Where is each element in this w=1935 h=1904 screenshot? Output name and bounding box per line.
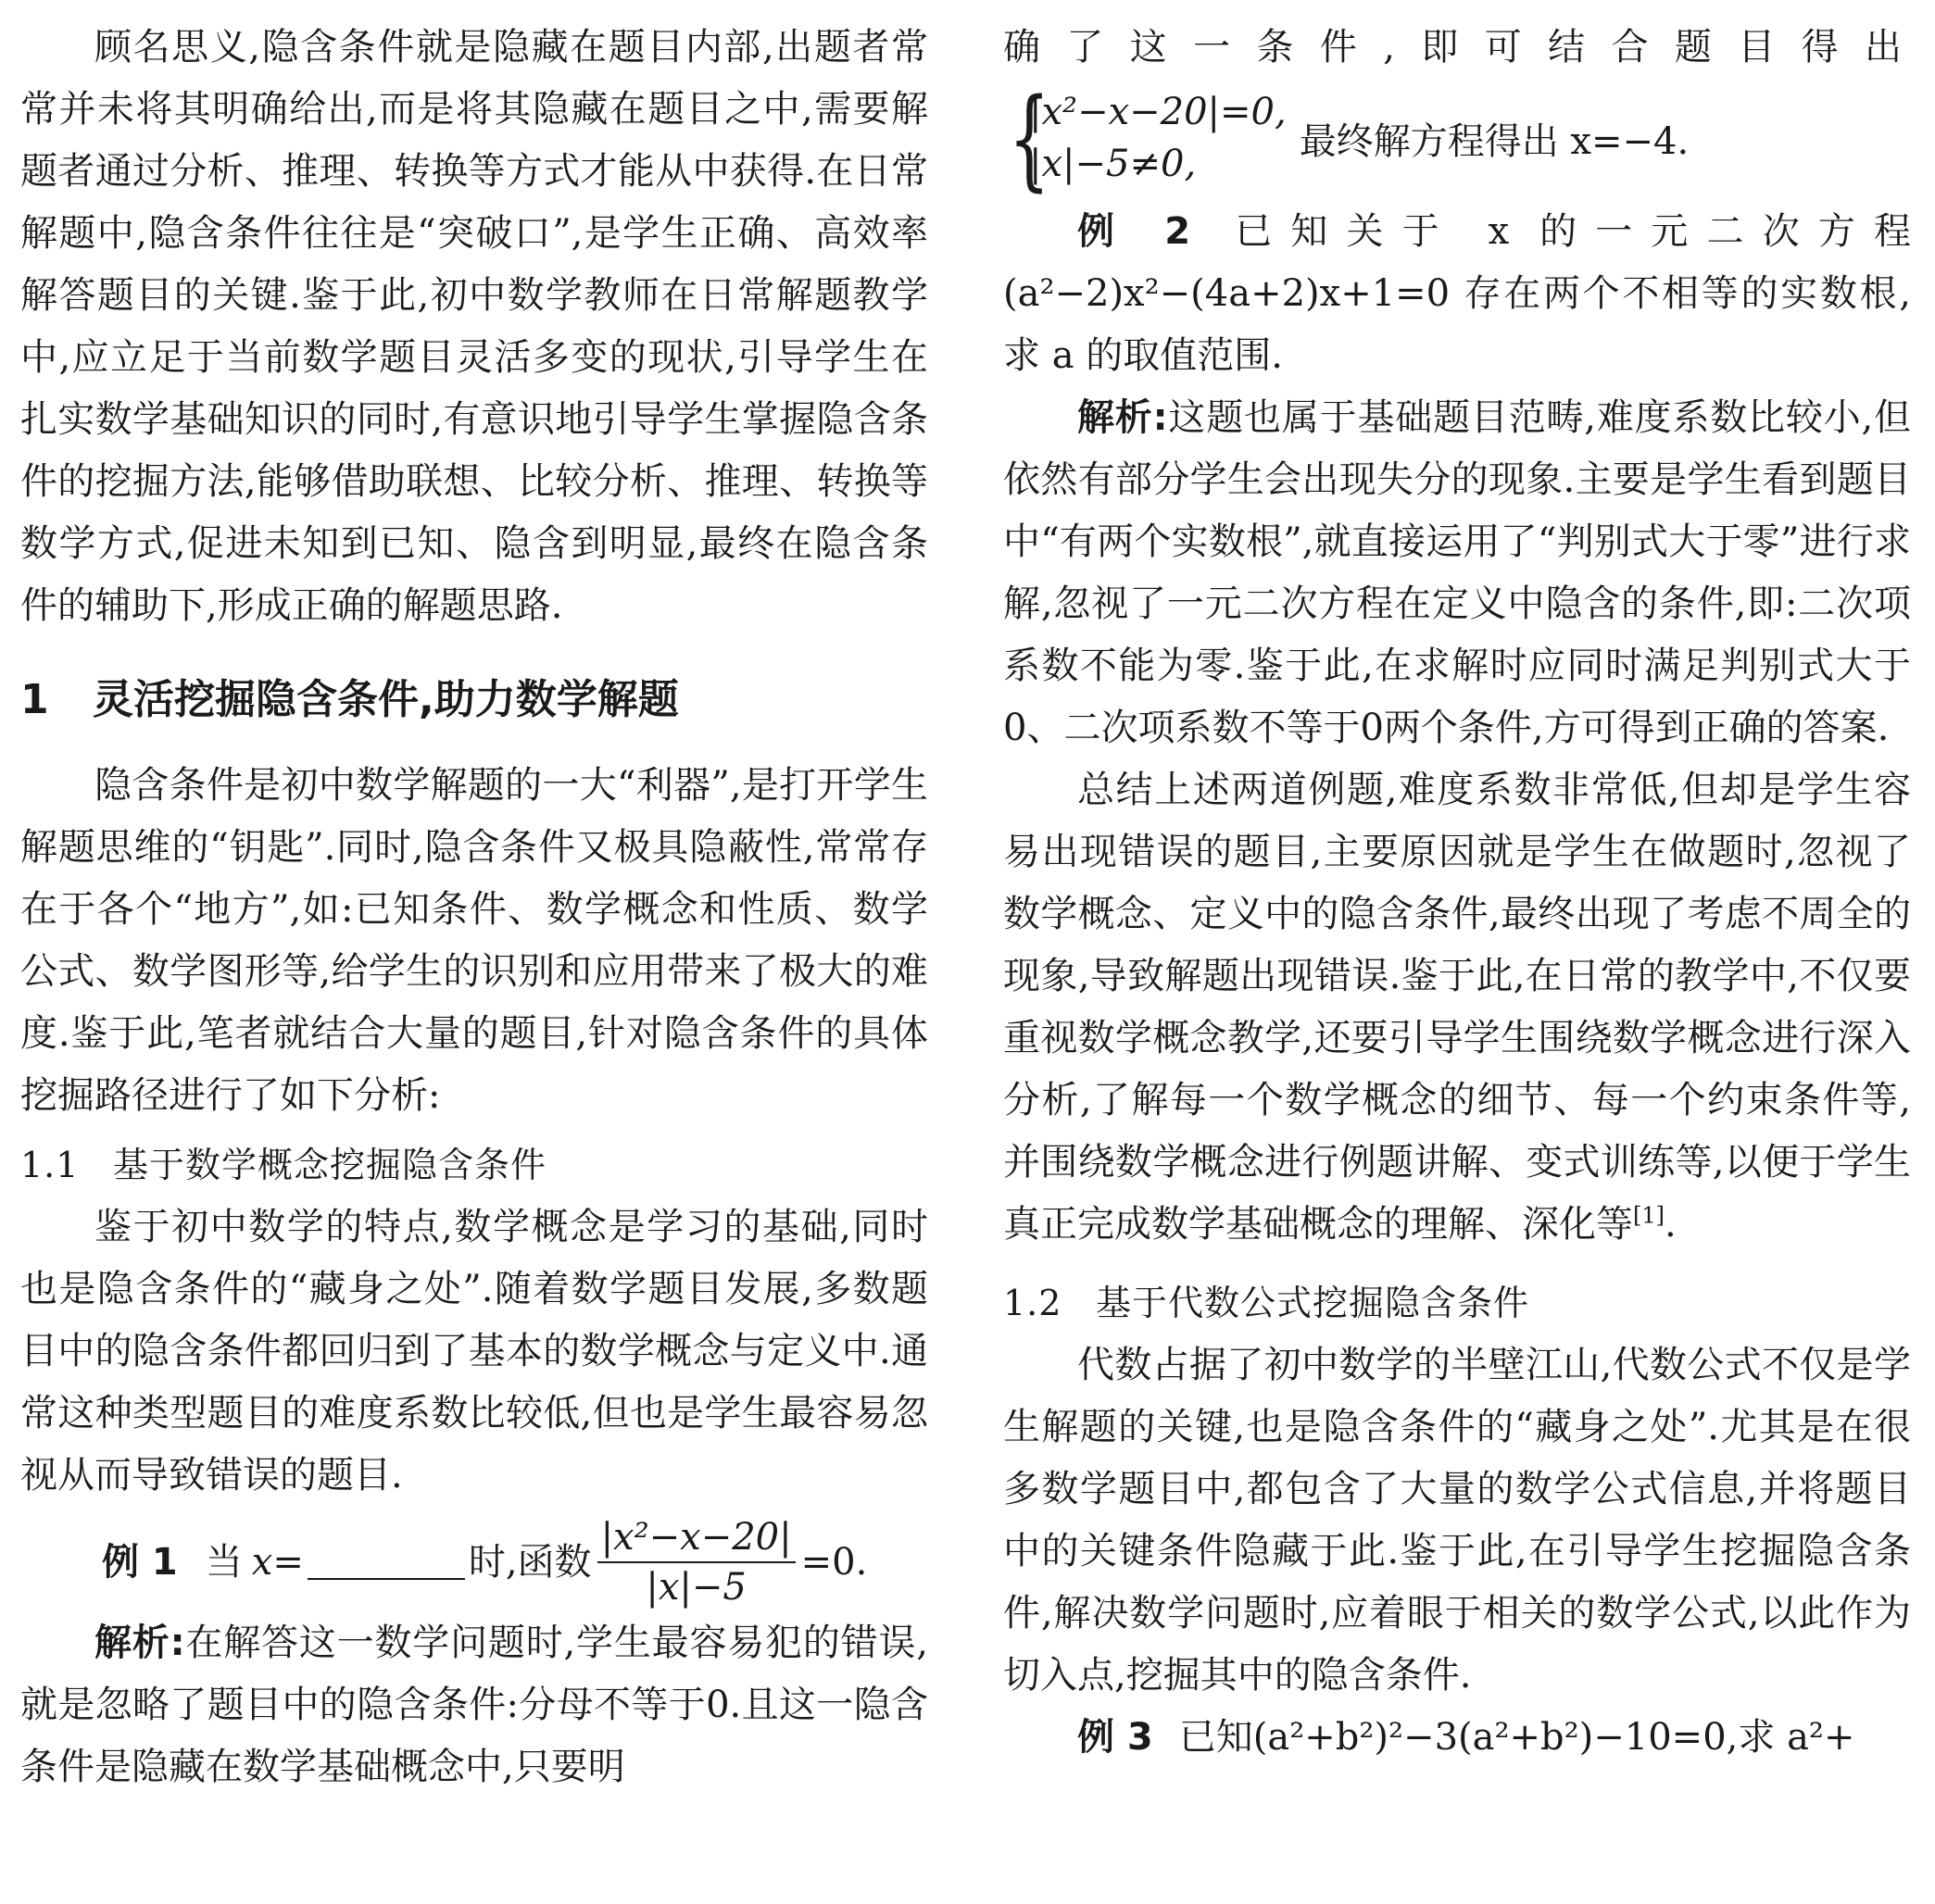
equation-system xyxy=(1003,74,1911,202)
subsection-1-2-title: 基于代数公式挖掘隐含条件 xyxy=(1096,1283,1530,1323)
summary-paragraph xyxy=(1003,759,1911,1256)
analysis-1 xyxy=(20,1612,928,1798)
section-1-paragraph: 隐含条件是初中数学解题的一大“利器”,是打开学生解题思维的“钥匙”.同时,隐含条件又极具隐蔽性,常常存在于各个“地方”,如:已知条件、数学概念和性质、数学公式、数学图形等,给学生的识别和应用带来了极大的难度.鉴于此,笔者就结合大量的题目,针对隐含条件的具体挖掘路径进行了如下分析: xyxy=(20,764,928,1117)
subsection-1-1-title: 基于数学概念挖掘隐含条件 xyxy=(113,1145,547,1185)
analysis-2-text: 这题也属于基础题目范畴,难度系数比较小,但依然有部分学生会出现失分的现象.主要是学生看到题目中“有两个实数根”,就直接运用了“判别式大于零”进行求解,忽视了一元二次方程在定义中隐含的条件,即:二次项系数不能为零.鉴于此,在求解时应同时满足判别式大于0、二次项系数不等于0两个条件,方可得到正确的答案. xyxy=(1003,396,1912,749)
subsection-1-2-paragraph: 代数占据了初中数学的半壁江山,代数公式不仅是学生解题的关键,也是隐含条件的“藏身之处”.尤其是在很多数学题目中,都包含了大量的数学公式信息,并将题目中的关键条件隐藏于此.鉴于此,在引导学生挖掘隐含条件,解决数学问题时,应着眼于相关的数学公式,以此作为切入点,挖掘其中的隐含条件. xyxy=(1003,1344,1911,1697)
continuation-line: 确了这一条件,即可结合题目得出 xyxy=(1003,26,1911,69)
example-2 xyxy=(1003,201,1911,387)
example-3-text: 已知(a²+b²)²−3(a²+b²)−10=0,求 a²+ xyxy=(1178,1716,1855,1759)
system-brace: { xyxy=(1008,74,1050,202)
right-column xyxy=(1003,17,1911,1769)
system-line-2: |x|−5≠0, xyxy=(1029,143,1197,185)
fraction-denominator: |x|−5 xyxy=(646,1566,747,1609)
subsection-1-2-number: 1.2 xyxy=(1003,1283,1062,1323)
system-conclusion: 最终解方程得出 x=−4. xyxy=(1299,119,1690,163)
summary-end: . xyxy=(1665,1203,1677,1246)
answer-blank xyxy=(308,1545,465,1580)
example-1-variable: x xyxy=(251,1540,273,1584)
subsection-1-1-heading xyxy=(20,1134,928,1196)
example-1-prefix: 当 xyxy=(205,1540,243,1584)
subsection-1-1-number: 1.1 xyxy=(20,1145,80,1185)
analysis-2-label: 解析: xyxy=(1077,396,1168,439)
fraction-numerator: |x²−x−20| xyxy=(597,1513,796,1563)
example-2-label: 例 2 xyxy=(1077,210,1191,253)
example-2-text: 已知关于 x 的一元二次方程(a²−2)x²−(4a+2)x+1=0 存在两个不相等的实数根,求 a 的取值范围. xyxy=(1003,210,1911,377)
example-1 xyxy=(20,1516,928,1609)
system-line-1: |x²−x−20|=0, xyxy=(1029,91,1287,133)
example-1-end: =0. xyxy=(800,1540,868,1584)
section-1-title: 灵活挖掘隐含条件,助力数学解题 xyxy=(93,676,679,723)
analysis-1-label: 解析: xyxy=(94,1622,185,1664)
section-1-heading xyxy=(20,669,928,731)
example-3 xyxy=(1003,1707,1911,1769)
subsection-1-1-paragraph: 鉴于初中数学的特点,数学概念是学习的基础,同时也是隐含条件的“藏身之处”.随着数学题目发展,多数题目中的隐含条件都回归到了基本的数学概念与定义中.通常这种类型题目的难度系数比较低,但也是学生最容易忽视从而导致错误的题目. xyxy=(20,1206,928,1497)
example-1-middle: 时,函数 xyxy=(468,1540,592,1584)
analysis-1-text: 在解答这一数学问题时,学生最容易犯的错误,就是忽略了题目中的隐含条件:分母不等于0.且这一隐含条件是隐藏在数学基础概念中,只要明 xyxy=(20,1622,929,1788)
subsection-1-2-heading xyxy=(1003,1272,1911,1334)
example-1-fraction xyxy=(597,1513,796,1611)
summary-text: 总结上述两道例题,难度系数非常低,但却是学生容易出现错误的题目,主要原因就是学生在做题时,忽视了数学概念、定义中的隐含条件,最终出现了考虑不周全的现象,导致解题出现错误.鉴于此,在日常的教学中,不仅要重视数学概念教学,还要引导学生围绕数学概念进行深入分析,了解每一个数学概念的细节、每一个约束条件等,并围绕数学概念进行例题讲解、变式训练等,以便于学生真正完成数学基础概念的理解、深化等 xyxy=(1003,769,1911,1246)
citation-mark: [1] xyxy=(1633,1202,1665,1229)
analysis-2 xyxy=(1003,387,1911,759)
intro-paragraph: 顾名思义,隐含条件就是隐藏在题目内部,出题者常常并未将其明确给出,而是将其隐藏在题目之中,需要解题者通过分析、推理、转换等方式才能从中获得.在日常解题中,隐含条件往往是“突破口”,是学生正确、高效率解答题目的关键.鉴于此,初中数学教师在日常解题教学中,应立足于当前数学题目灵活多变的现状,引导学生在扎实数学基础知识的同时,有意识地引导学生掌握隐含条件的挖掘方法,能够借助联想、比较分析、推理、转换等数学方式,促进未知到已知、隐含到明显,最终在隐含条件的辅助下,形成正确的解题思路. xyxy=(20,26,928,627)
system-lines xyxy=(1029,86,1287,190)
left-column xyxy=(20,17,928,1798)
section-1-number: 1 xyxy=(20,676,49,723)
example-3-label: 例 3 xyxy=(1077,1716,1153,1759)
example-1-equals: = xyxy=(272,1540,304,1584)
example-1-label: 例 1 xyxy=(102,1540,178,1584)
